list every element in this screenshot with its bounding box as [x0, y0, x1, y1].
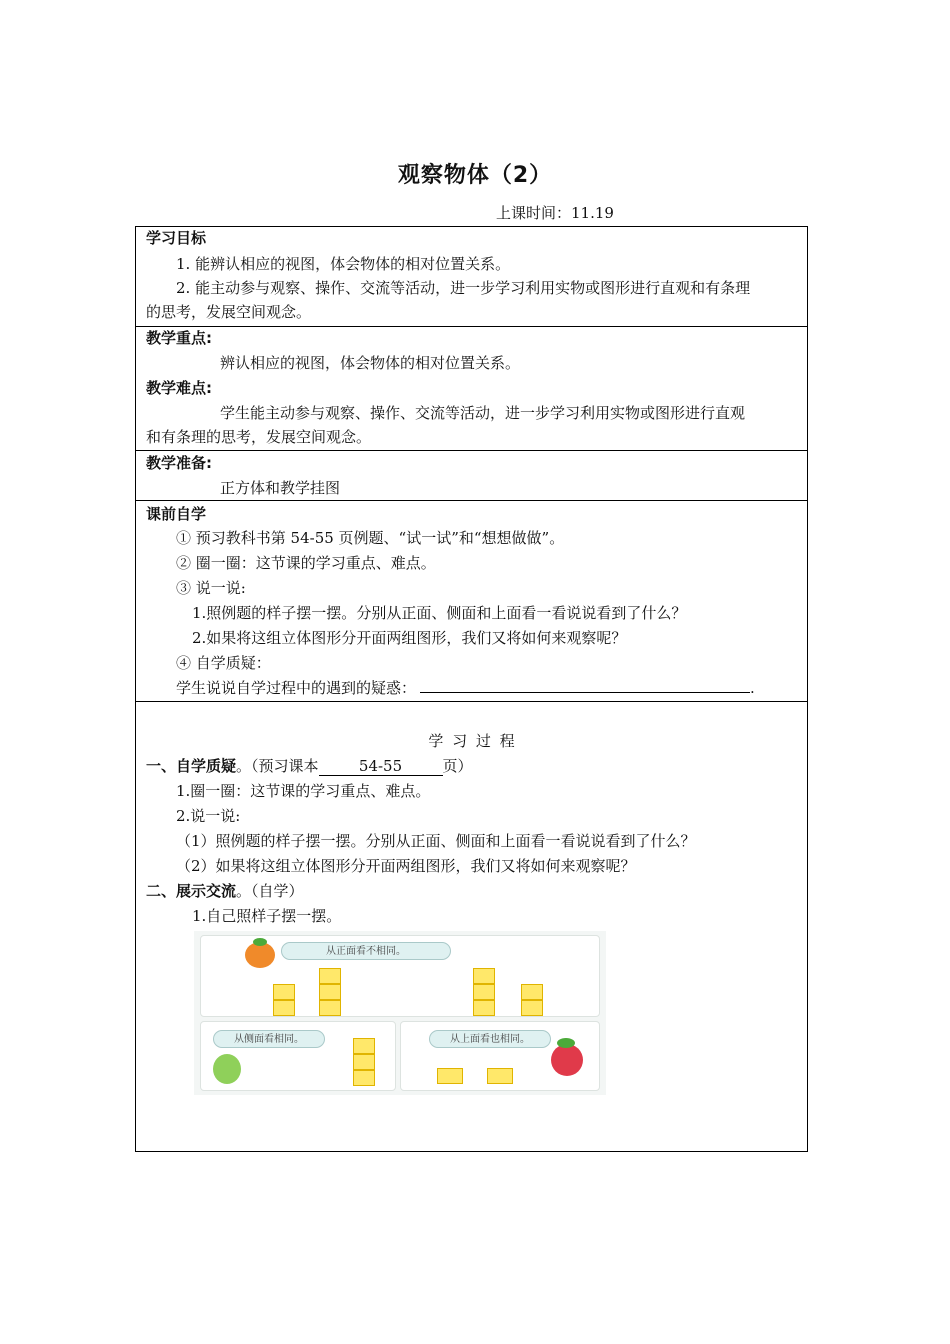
preview-heading: 课前自学 — [146, 505, 207, 523]
cube — [437, 1068, 463, 1084]
preview-item-3-sub-2: 2.如果将这组立体图形分开面两组图形，我们又将如何来观察呢？ — [192, 629, 627, 647]
question-prompt: 学生说说自学过程中的遇到的疑惑： — [176, 679, 417, 697]
lesson-plan-table — [135, 226, 808, 1152]
cube — [521, 984, 543, 1000]
section-1-pages: 54-55 — [319, 757, 443, 776]
section-2-line — [146, 881, 304, 901]
preview-item-4: ④ 自学质疑： — [176, 654, 271, 672]
leaf-icon — [557, 1038, 575, 1048]
front-view-panel — [200, 935, 600, 1017]
preview-item-2: ② 圈一圈：这节课的学习重点、难点。 — [176, 554, 436, 572]
top-view-panel — [400, 1021, 600, 1091]
side-view-panel — [200, 1021, 396, 1091]
green-character-icon — [213, 1054, 241, 1084]
section-2-note: 。（自学） — [236, 882, 304, 900]
cube — [487, 1068, 513, 1084]
row-divider — [136, 326, 807, 327]
s1-item-1: 1.圈一圈：这节课的学习重点、难点。 — [176, 782, 431, 800]
preparation-heading: 教学准备: — [146, 454, 212, 472]
process-heading: 学 习 过 程 — [428, 732, 517, 750]
goal-item-1: 1. 能辨认相应的视图，体会物体的相对位置关系。 — [176, 255, 511, 273]
row-divider — [136, 701, 807, 702]
s2-item-1: 1.自己照样子摆一摆。 — [192, 907, 342, 925]
radish-character-icon — [551, 1044, 583, 1076]
cube — [473, 1000, 495, 1016]
cube — [319, 968, 341, 984]
side-view-bubble: 从侧面看相同。 — [213, 1030, 325, 1048]
key-point-heading: 教学重点: — [146, 329, 212, 347]
cube — [319, 1000, 341, 1016]
cube — [273, 1000, 295, 1016]
s1-sub-2: （2）如果将这组立体图形分开面两组图形，我们又将如何来观察呢？ — [176, 857, 636, 875]
cube — [273, 984, 295, 1000]
front-view-bubble: 从正面看不相同。 — [281, 942, 451, 960]
cube — [353, 1038, 375, 1054]
section-1-title: 一、自学质疑 — [146, 757, 237, 775]
preparation-text: 正方体和教学挂图 — [220, 479, 341, 497]
section-1-note-prefix: 。（预习课本 — [236, 757, 319, 775]
goal-item-2-cont: 的思考，发展空间观念。 — [146, 303, 312, 321]
preview-item-3: ③ 说一说: — [176, 579, 246, 597]
question-blank[interactable] — [420, 678, 750, 693]
difficulty-line-2: 和有条理的思考，发展空间观念。 — [146, 428, 372, 446]
cube — [319, 984, 341, 1000]
preview-item-3-sub-1: 1.照例题的样子摆一摆。分别从正面、侧面和上面看一看说说看到了什么？ — [192, 604, 687, 622]
cube — [353, 1070, 375, 1086]
section-2-title: 二、展示交流 — [146, 882, 237, 900]
goal-item-2: 2. 能主动参与观察、操作、交流等活动，进一步学习利用实物或图形进行直观和有条理 — [176, 279, 751, 297]
question-end: . — [750, 679, 755, 697]
key-point-text: 辨认相应的视图，体会物体的相对位置关系。 — [220, 354, 521, 372]
preview-item-1: ① 预习教科书第 54-55 页例题、“试一试”和“想想做做”。 — [176, 529, 565, 547]
section-1-line — [146, 756, 473, 776]
leaf-icon — [253, 938, 267, 946]
difficulty-heading: 教学难点: — [146, 379, 212, 397]
goals-heading: 学习目标 — [146, 229, 207, 247]
row-divider — [136, 500, 807, 501]
row-divider — [136, 450, 807, 451]
section-1-note-suffix: 页） — [442, 757, 473, 775]
cube — [473, 984, 495, 1000]
s1-item-2: 2.说一说: — [176, 807, 241, 825]
question-line — [176, 678, 755, 698]
top-view-bubble: 从上面看也相同。 — [429, 1030, 551, 1048]
page-title: 观察物体（2） — [397, 163, 553, 188]
cube-views-illustration — [194, 931, 606, 1095]
cube — [521, 1000, 543, 1016]
difficulty-line-1: 学生能主动参与观察、操作、交流等活动，进一步学习利用实物或图形进行直观 — [220, 404, 746, 422]
cube — [353, 1054, 375, 1070]
s1-sub-1: （1）照例题的样子摆一摆。分别从正面、侧面和上面看一看说说看到了什么？ — [176, 832, 696, 850]
class-time: 上课时间：11.19 — [496, 204, 614, 222]
cube — [473, 968, 495, 984]
